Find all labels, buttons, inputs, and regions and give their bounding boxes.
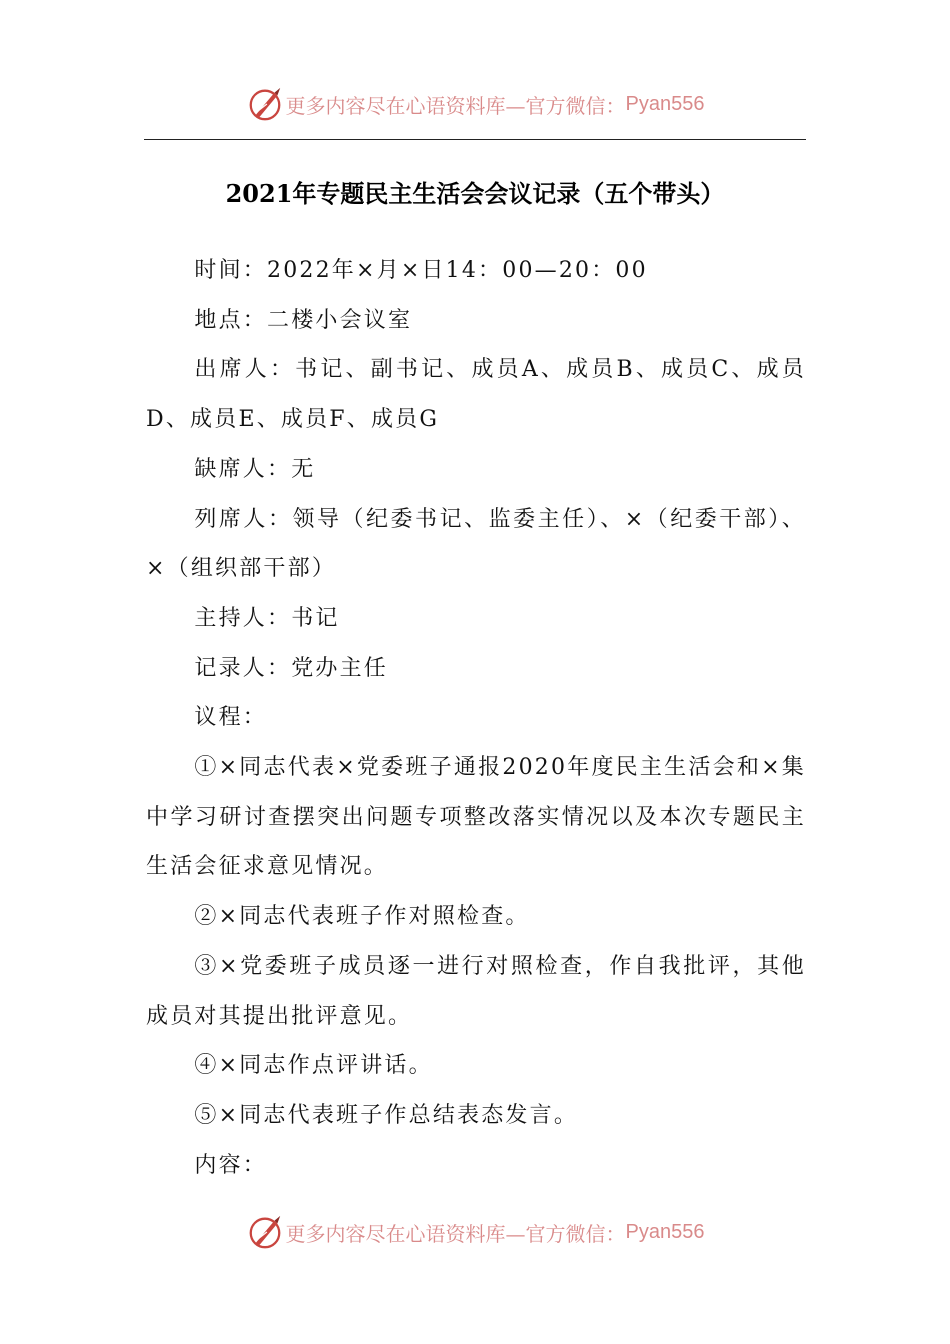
agenda-heading: 议程： bbox=[194, 705, 267, 731]
header-watermark bbox=[0, 82, 950, 126]
watermark-wechat-id: Pyan556 bbox=[625, 1220, 705, 1243]
agenda-item-5: ⑤×同志代表班子作总结表态发言。 bbox=[194, 1102, 579, 1128]
header-divider bbox=[144, 139, 806, 140]
document-title: 2021年专题民主生活会会议记录（五个带头） bbox=[225, 179, 725, 208]
content-heading: 内容： bbox=[194, 1152, 267, 1178]
agenda-item-1: ①×同志代表×党委班子通报2020年度民主生活会和×集中学习研讨查摆突出问题专项整改落实情况以及本次专题民主生活会征求意见情况。 bbox=[146, 755, 806, 880]
watermark-text: 更多内容尽在心语资料库—官方微信： bbox=[285, 1221, 626, 1246]
meeting-host: 主持人：书记 bbox=[194, 605, 340, 631]
meeting-location: 地点：二楼小会议室 bbox=[194, 307, 413, 333]
watermark-wechat-id: Pyan556 bbox=[625, 92, 705, 115]
document-body bbox=[146, 246, 806, 1190]
meeting-observers: 列席人：领导（纪委书记、监委主任）、×（纪委干部）、×（组织部干部） bbox=[146, 506, 806, 582]
quill-logo-icon bbox=[246, 1213, 284, 1251]
agenda-item-2: ②×同志代表班子作对照检查。 bbox=[194, 904, 530, 930]
meeting-recorder: 记录人：党办主任 bbox=[194, 655, 388, 681]
watermark-text: 更多内容尽在心语资料库—官方微信： bbox=[285, 93, 626, 118]
meeting-absentees: 缺席人：无 bbox=[194, 456, 316, 482]
quill-logo-icon bbox=[246, 85, 284, 123]
footer-watermark bbox=[0, 1210, 950, 1254]
meeting-time: 时间：2022年×月×日14：00—20：00 bbox=[194, 258, 648, 283]
meeting-attendees: 出席人：书记、副书记、成员A、成员B、成员C、成员D、成员E、成员F、成员G bbox=[146, 357, 806, 433]
agenda-item-4: ④×同志作点评讲话。 bbox=[194, 1053, 433, 1079]
agenda-item-3: ③×党委班子成员逐一进行对照检查，作自我批评，其他成员对其提出批评意见。 bbox=[146, 953, 806, 1029]
